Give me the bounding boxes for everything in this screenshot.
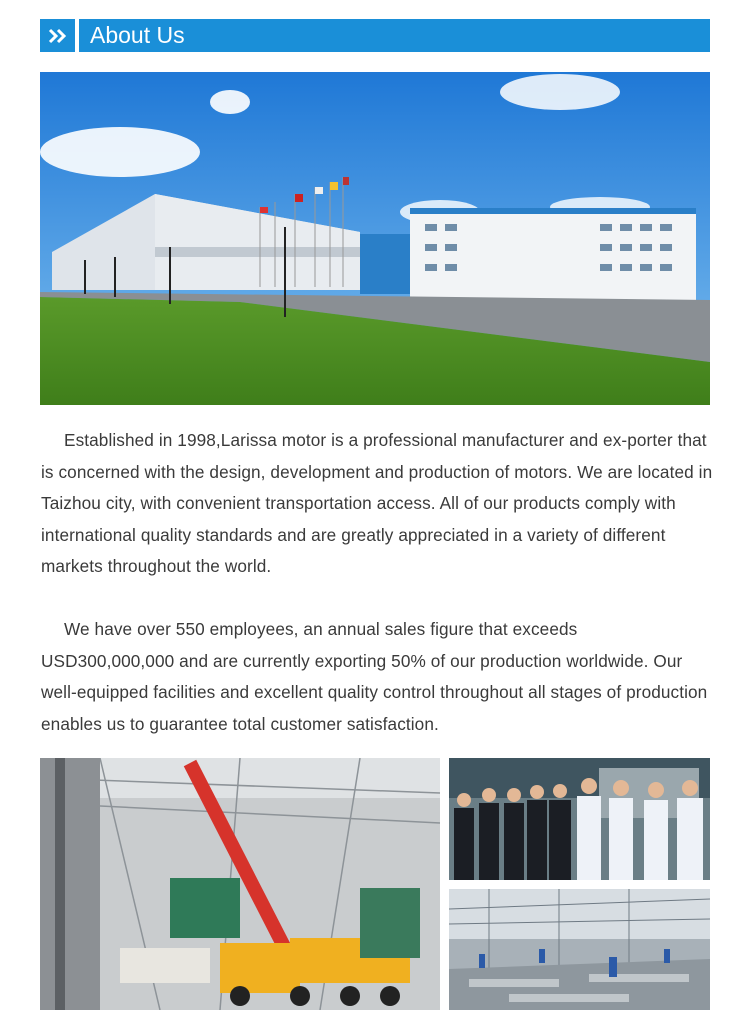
section-title: About Us (79, 19, 710, 52)
section-header (40, 19, 710, 52)
double-chevron-right-icon (40, 19, 75, 52)
intro-paragraph: Established in 1998,Larissa motor is a professional manufacturer and ex-porter that is concerned with the design, development and production of motors. We are located in Taizhou city, with convenient transportation access. All of our products comply with international quality standards and are greatly appreciated in a variety of different markets throughout the world. (41, 430, 713, 576)
factory-floor-photo (449, 889, 710, 1010)
staff-team-photo (449, 758, 710, 880)
factory-campus-photo (40, 72, 710, 405)
workshop-crane-photo (40, 758, 440, 1010)
company-stats-paragraph: We have over 550 employees, an annual sales figure that exceeds USD300,000,000 and are currently exporting 50% of our production worldwide. Our well-equipped facilities and excellent quality control throughout all stages of production enables us to guarantee total customer satisfaction. (41, 619, 708, 734)
